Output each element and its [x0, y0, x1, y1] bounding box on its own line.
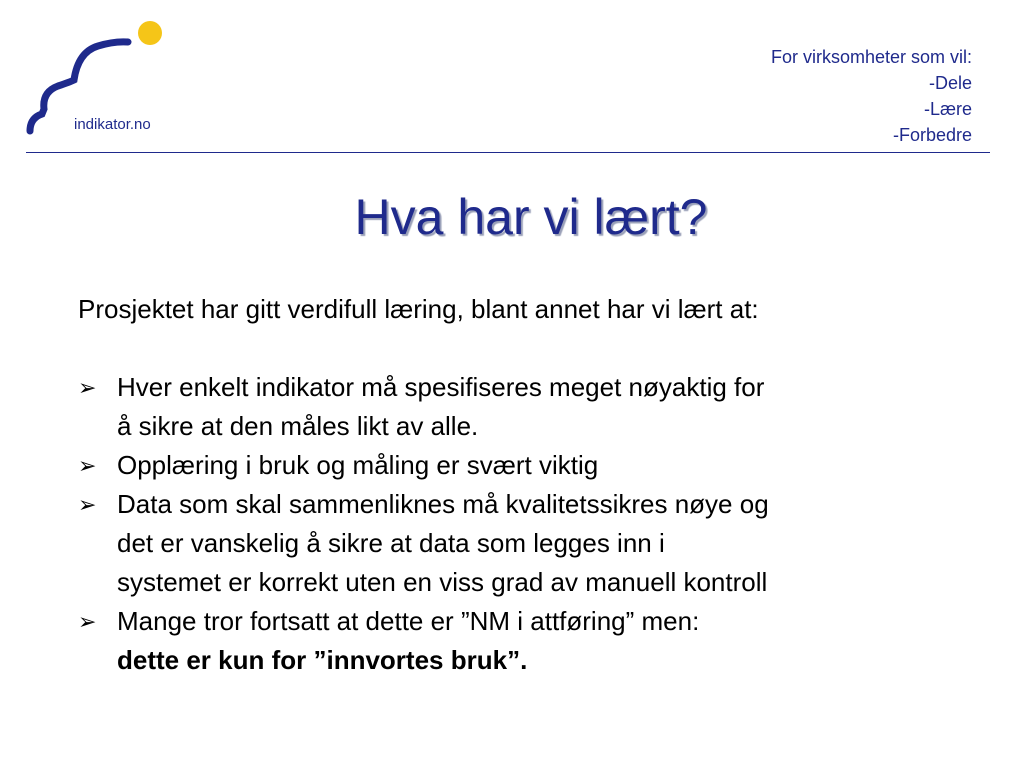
bullet-line: Opplæring i bruk og måling er svært viktig [117, 450, 599, 480]
logo-text: indikator.no [74, 116, 151, 133]
bullet-line: det er vanskelig å sikre at data som legges inn i [117, 528, 665, 558]
arrow-bullet-icon: ➢ [78, 375, 97, 400]
header-divider [26, 152, 990, 153]
bullet-line: Data som skal sammenliknes må kvalitetssikres nøye og [117, 489, 769, 519]
tagline-line: -Forbedre [892, 125, 972, 145]
arrow-bullet-icon: ➢ [78, 609, 97, 634]
bullet-item [78, 485, 988, 602]
bullet-line: å sikre at den måles likt av alle. [117, 411, 479, 441]
bullet-line: Mange tror fortsatt at dette er ”NM i attføring” men: [117, 606, 700, 636]
tagline-line: -Lære [923, 99, 972, 119]
tagline [771, 44, 972, 148]
bullet-bold-line: dette er kun for ”innvortes bruk”. [117, 645, 528, 675]
bullet-item [78, 446, 988, 485]
bullet-line: systemet er korrekt uten en viss grad av manuell kontroll [117, 567, 768, 597]
tagline-line: -Dele [928, 73, 972, 93]
slide-body [78, 290, 988, 680]
slide-title: Hva har vi lært? [354, 189, 708, 245]
bullet-item [78, 602, 988, 680]
bullet-item [78, 368, 988, 446]
arrow-bullet-icon: ➢ [78, 492, 97, 517]
tagline-line: For virksomheter som vil: [770, 47, 972, 67]
arrow-bullet-icon: ➢ [78, 453, 97, 478]
sun-icon [138, 21, 162, 45]
bullet-line: Hver enkelt indikator må spesifiseres meget nøyaktig for [117, 372, 765, 402]
intro-text: Prosjektet har gitt verdifull læring, blant annet har vi lært at: [78, 294, 759, 324]
